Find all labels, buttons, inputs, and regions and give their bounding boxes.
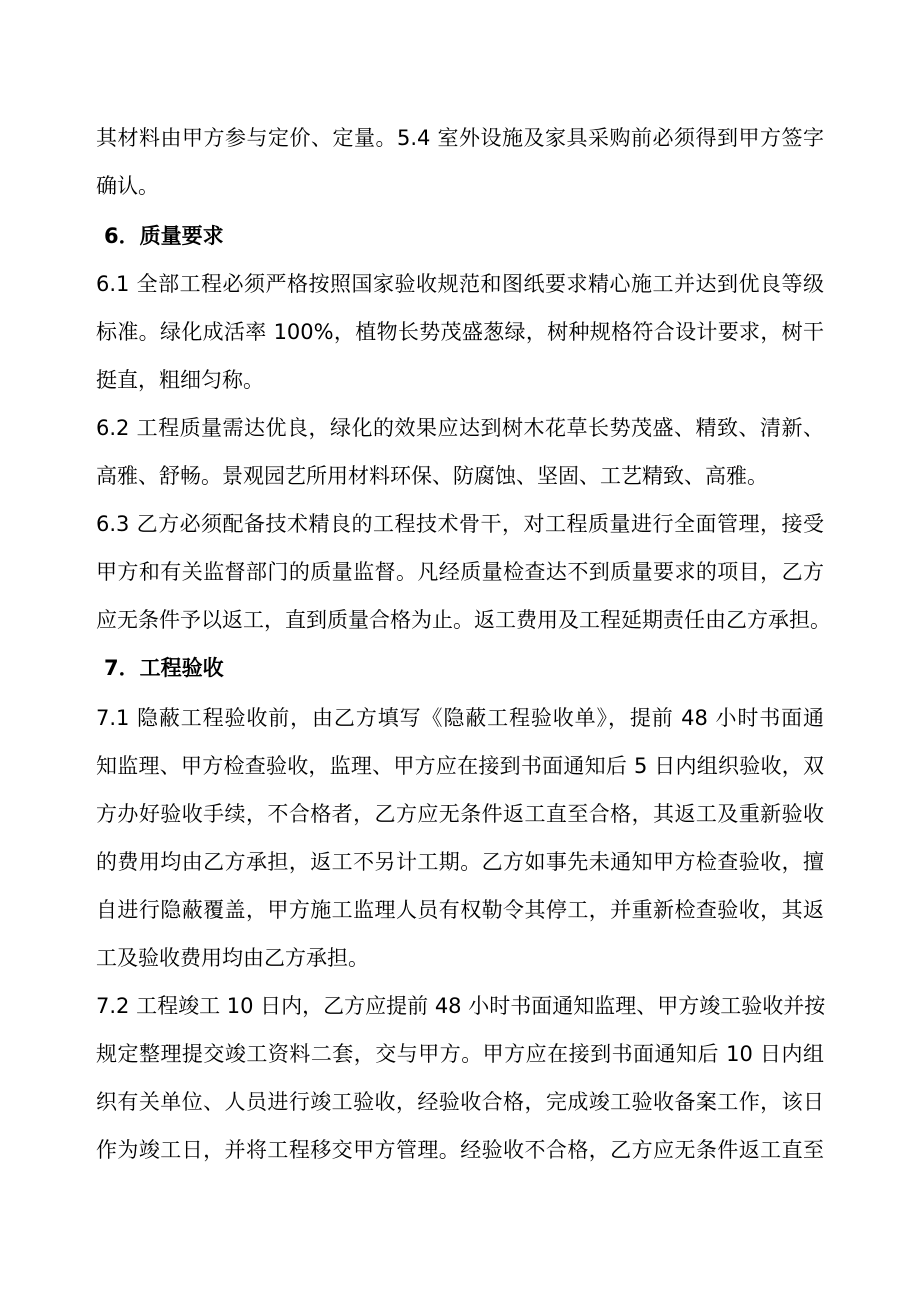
text-line: 高雅、舒畅。景观园艺所用材料环保、防腐蚀、坚固、工艺精致、高雅。 (96, 464, 768, 488)
text-line: 6.2 工程质量需达优良，绿化的效果应达到树木花草长势茂盛、精致、清新、 (96, 416, 824, 440)
text-line: 6.1 全部工程必须严格按照国家验收规范和图纸要求精心施工并达到优良等级 (96, 272, 824, 296)
text-line: 自进行隐蔽覆盖，甲方施工监理人员有权勒令其停工，并重新检查验收，其返 (96, 898, 824, 922)
text-line: 的费用均由乙方承担，返工不另计工期。乙方如事先未通知甲方检查验收，擅 (96, 850, 824, 874)
text-line: 标准。绿化成活率 100%，植物长势茂盛葱绿，树种规格符合设计要求，树干 (96, 320, 824, 344)
text-line: 织有关单位、人员进行竣工验收，经验收合格，完成竣工验收备案工作，该日 (96, 1090, 824, 1114)
text-line: 确认。 (96, 174, 159, 198)
text-line: 7.1 隐蔽工程验收前，由乙方填写《隐蔽工程验收单》，提前 48 小时书面通 (96, 706, 824, 730)
text-line: 6.3 乙方必须配备技术精良的工程技术骨干，对工程质量进行全面管理，接受 (96, 512, 824, 536)
text-line: 甲方和有关监督部门的质量监督。凡经质量检查达不到质量要求的项目，乙方 (96, 560, 824, 584)
section-heading-acceptance: 7．工程验收 (104, 656, 224, 680)
text-line: 规定整理提交竣工资料二套，交与甲方。甲方应在接到书面通知后 10 日内组 (96, 1042, 824, 1066)
text-line: 其材料由甲方参与定价、定量。5.4 室外设施及家具采购前必须得到甲方签字 (96, 126, 824, 150)
text-line: 应无条件予以返工，直到质量合格为止。返工费用及工程延期责任由乙方承担。 (96, 608, 831, 632)
text-line: 工及验收费用均由乙方承担。 (96, 946, 369, 970)
text-line: 知监理、甲方检查验收，监理、甲方应在接到书面通知后 5 日内组织验收，双 (96, 754, 824, 778)
text-line: 挺直，粗细匀称。 (96, 368, 264, 392)
section-heading-quality: 6．质量要求 (104, 224, 224, 248)
text-line: 7.2 工程竣工 10 日内，乙方应提前 48 小时书面通知监理、甲方竣工验收并按 (96, 994, 826, 1018)
text-line: 方办好验收手续，不合格者，乙方应无条件返工直至合格，其返工及重新验收 (96, 802, 824, 826)
text-line: 作为竣工日，并将工程移交甲方管理。经验收不合格，乙方应无条件返工直至 (96, 1138, 824, 1162)
